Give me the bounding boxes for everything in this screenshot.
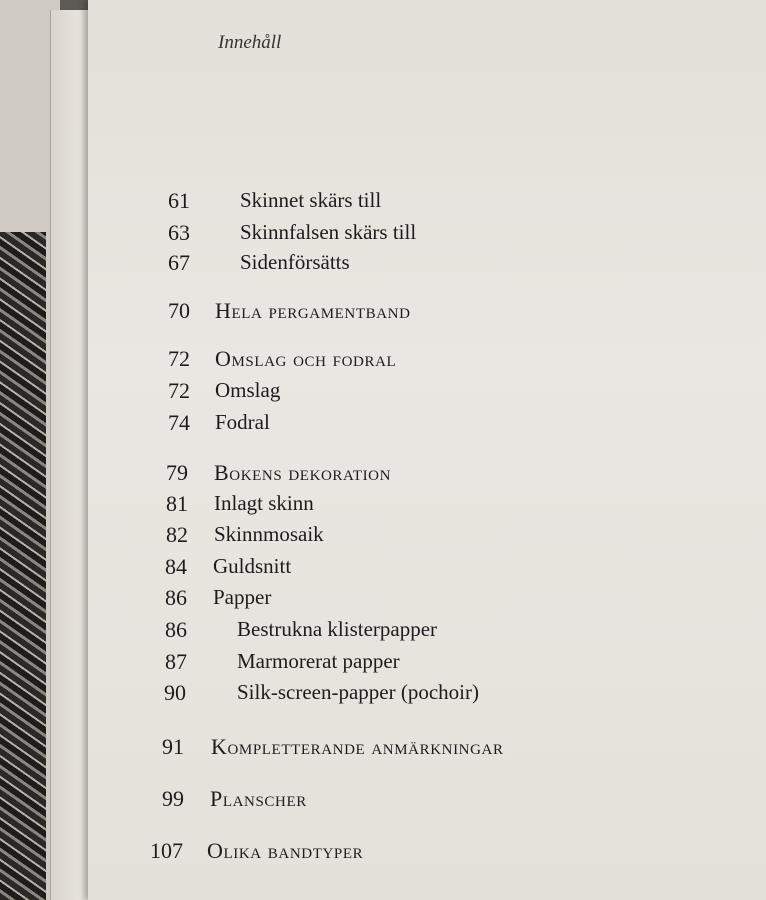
toc-section-title: Bokens dekoration (214, 460, 392, 485)
toc-entry-title: Papper (213, 585, 272, 609)
toc-page-number: 99 (162, 786, 184, 811)
toc-entry-title: Skinnmosaik (214, 522, 324, 546)
toc-entry (0, 346, 766, 376)
toc-page-number: 81 (166, 491, 188, 516)
toc-entry-title: Inlagt skinn (214, 491, 314, 515)
toc-page-number: 107 (150, 838, 183, 863)
toc-entry (0, 649, 766, 679)
toc-page-number: 82 (166, 522, 188, 547)
toc-page-number: 86 (165, 617, 187, 642)
toc-entry-title: Fodral (215, 410, 270, 434)
toc-page-number: 70 (168, 298, 190, 323)
toc-entry (0, 734, 766, 764)
toc-section-title: Olika bandtyper (207, 838, 364, 863)
toc-section-title: Planscher (210, 786, 307, 811)
toc-entry (0, 554, 766, 584)
toc-entry (0, 617, 766, 647)
toc-page-number: 86 (165, 585, 187, 610)
toc-entry (0, 522, 766, 552)
toc-entry (0, 680, 766, 710)
toc-page-number: 61 (168, 188, 190, 213)
toc-page-number: 72 (168, 378, 190, 403)
toc-entry-title: Silk-screen-papper (pochoir) (237, 680, 479, 704)
toc-section-title: Hela pergamentband (215, 298, 411, 323)
toc-entry (0, 838, 766, 868)
toc-page-number: 90 (164, 680, 186, 705)
toc-entry-title: Guldsnitt (213, 554, 292, 578)
toc-page-number: 74 (168, 410, 190, 435)
toc-entry-title: Sidenförsätts (240, 250, 350, 274)
toc-entry (0, 188, 766, 218)
toc-section-title: Kompletterande anmärkningar (211, 734, 504, 759)
toc-entry (0, 410, 766, 440)
toc-page-number: 84 (165, 554, 187, 579)
toc-page-number: 87 (165, 649, 187, 674)
toc-page-number: 79 (166, 460, 188, 485)
toc-entry (0, 220, 766, 250)
toc-entry (0, 250, 766, 280)
toc-entry (0, 298, 766, 328)
toc-entry-title: Bestrukna klisterpapper (237, 617, 438, 641)
toc-section-title: Omslag och fodral (215, 346, 397, 371)
toc-page-number: 91 (162, 734, 184, 759)
toc-entry-title: Marmorerat papper (237, 649, 400, 673)
toc-entry-title: Skinnet skärs till (240, 188, 382, 212)
toc-page-number: 67 (168, 250, 190, 275)
toc-entry (0, 491, 766, 521)
toc-entry (0, 786, 766, 816)
toc-entry-title: Omslag (215, 378, 281, 402)
toc-entry (0, 585, 766, 615)
toc-entry (0, 378, 766, 408)
toc-entry (0, 460, 766, 490)
toc-page-number: 63 (168, 220, 190, 245)
toc-entry-title: Skinnfalsen skärs till (240, 220, 417, 244)
toc-page-number: 72 (168, 346, 190, 371)
running-head: Innehåll (218, 32, 282, 53)
